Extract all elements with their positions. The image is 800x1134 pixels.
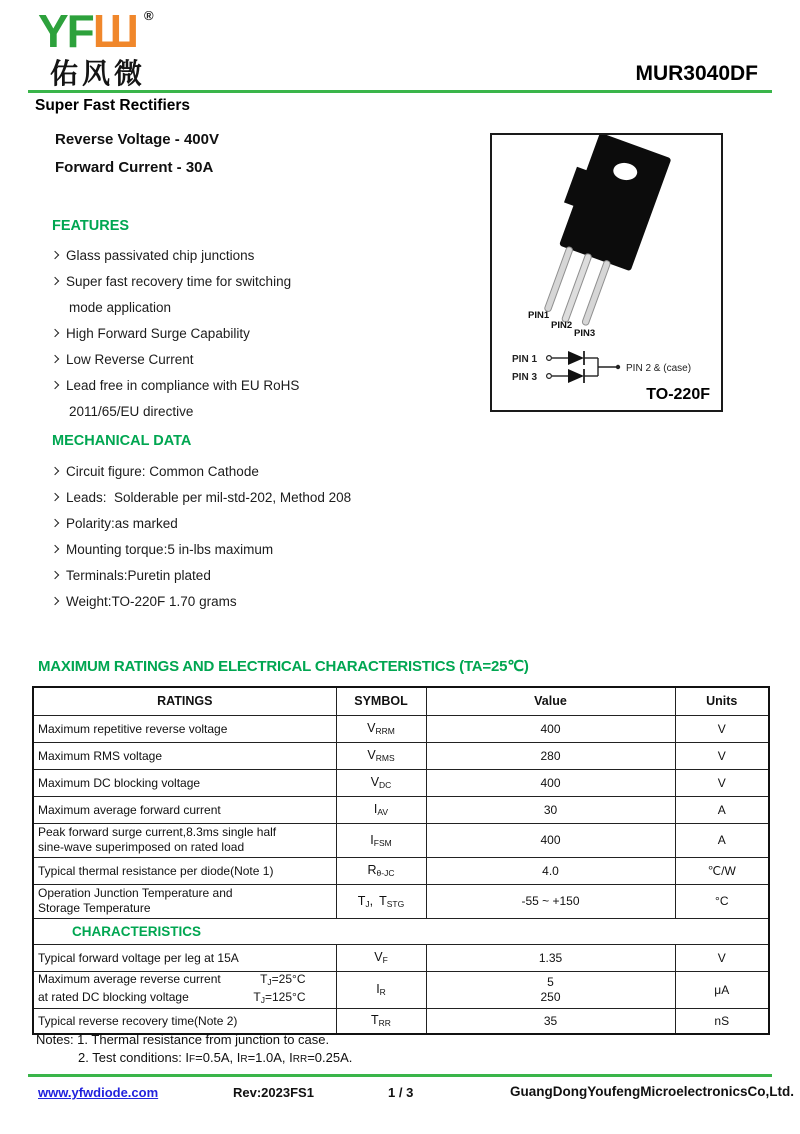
cond-sub: J xyxy=(267,976,272,987)
value-cell: 400 xyxy=(426,769,675,796)
symbol-sub: FSM xyxy=(373,837,392,848)
forward-current-spec: Forward Current - 30A xyxy=(55,159,214,176)
symbol-sub: θ-JC xyxy=(376,868,395,878)
symbol-main: V xyxy=(370,775,380,789)
rating-cell xyxy=(33,971,336,1008)
test-condition xyxy=(260,972,305,990)
symbol-cell xyxy=(336,769,426,796)
cond-pre: T xyxy=(260,971,268,986)
symbol-cell xyxy=(336,944,426,971)
table-header-row xyxy=(33,687,769,715)
value-cell xyxy=(426,971,675,1008)
header-symbol: SYMBOL xyxy=(336,687,426,715)
symbol-main: V xyxy=(374,950,383,964)
arrow-bullet-icon xyxy=(51,545,59,553)
arrow-bullet-icon xyxy=(51,381,59,389)
mechanical-section-title: MECHANICAL DATA xyxy=(52,433,192,449)
mechanical-text: Leads: Solderable per mil-std-202, Method 208 xyxy=(66,489,352,505)
ratings-section-title: MAXIMUM RATINGS AND ELECTRICAL CHARACTERISTICS (TA=25℃) xyxy=(38,658,529,675)
brand-logo xyxy=(38,5,138,57)
value-cell: 400 xyxy=(426,823,675,857)
header-ratings: RATINGS xyxy=(33,687,336,715)
mechanical-item xyxy=(52,536,351,562)
cond-post: =125°C xyxy=(265,989,306,1004)
symbol-sub: F xyxy=(382,955,388,965)
feature-item-continuation xyxy=(52,294,299,320)
symbol-sub: RR xyxy=(378,1018,391,1029)
note-sub: F xyxy=(189,1054,196,1065)
pin3-label: PIN3 xyxy=(574,328,596,339)
note-text: =0.25A. xyxy=(307,1050,353,1065)
mechanical-item xyxy=(52,458,351,484)
rating-cell: Typical forward voltage per leg at 15A xyxy=(33,944,336,971)
rating-cell xyxy=(33,884,336,918)
symbol-cell xyxy=(336,971,426,1008)
rating-text: Maximum average reverse current xyxy=(38,971,221,986)
rating-line1: Peak forward surge current,8.3ms single half xyxy=(38,825,277,839)
feature-item xyxy=(52,268,299,294)
table-row xyxy=(33,769,769,796)
note-text: =1.0A, I xyxy=(247,1050,293,1065)
symbol-cell xyxy=(336,1008,426,1034)
value-cell: 4.0 xyxy=(426,857,675,884)
symbol-sub: RRM xyxy=(375,726,395,736)
mechanical-item xyxy=(52,510,351,536)
table-row xyxy=(33,823,769,857)
mechanical-list xyxy=(52,458,351,614)
mechanical-item xyxy=(52,562,351,588)
rating-line1 xyxy=(38,972,332,990)
diode-symbol xyxy=(568,369,584,383)
units-cell: ℃/W xyxy=(675,857,769,884)
symbol-cell xyxy=(336,857,426,884)
page-number: 1 / 3 xyxy=(388,1085,414,1100)
value-cell: 35 xyxy=(426,1008,675,1034)
mechanical-text: Circuit figure: Common Cathode xyxy=(66,463,259,479)
note-line-2 xyxy=(78,1050,352,1065)
registered-trademark-icon: ® xyxy=(144,8,154,23)
rating-cell xyxy=(33,823,336,857)
logo-w-glyph: Ш xyxy=(92,5,138,57)
mechanical-item xyxy=(52,484,351,510)
cond-post: =25°C xyxy=(271,971,306,986)
symbol-main: V xyxy=(367,721,376,735)
product-family-title: Super Fast Rectifiers xyxy=(35,97,191,114)
feature-item xyxy=(52,372,299,398)
feature-text: High Forward Surge Capability xyxy=(66,325,250,341)
table-row xyxy=(33,971,769,1008)
feature-text: 2011/65/EU directive xyxy=(69,403,194,419)
symbol-sub: J xyxy=(365,898,370,909)
symbol-separator: , xyxy=(369,893,374,908)
cond-sub: J xyxy=(260,994,265,1005)
symbol-main: I xyxy=(376,982,380,996)
symbol-sub: RMS xyxy=(375,753,395,763)
characteristics-title: CHARACTERISTICS xyxy=(72,923,202,939)
value-cell: 30 xyxy=(426,796,675,823)
pin2-label: PIN2 xyxy=(551,320,573,331)
rating-cell: Typical thermal resistance per diode(Note 1) xyxy=(33,857,336,884)
website-link[interactable]: www.yfwdiode.com xyxy=(38,1085,159,1100)
rating-cell: Maximum average forward current xyxy=(33,796,336,823)
mechanical-item xyxy=(52,588,351,614)
symbol-sub: R xyxy=(379,987,386,997)
units-cell: V xyxy=(675,715,769,742)
symbol-main: V xyxy=(367,748,376,762)
mechanical-text: Polarity:as marked xyxy=(66,515,178,531)
value-cell: -55 ~ +150 xyxy=(426,884,675,918)
header-divider-rule xyxy=(28,90,772,93)
feature-item-continuation xyxy=(52,398,299,424)
value-cell: 280 xyxy=(426,742,675,769)
table-row xyxy=(33,796,769,823)
arrow-bullet-icon xyxy=(51,571,59,579)
rating-cell: Maximum repetitive reverse voltage xyxy=(33,715,336,742)
arrow-bullet-icon xyxy=(51,467,59,475)
arrow-bullet-icon xyxy=(51,277,59,285)
note-text: =0.5A, I xyxy=(195,1050,241,1065)
reverse-voltage-spec: Reverse Voltage - 400V xyxy=(55,131,219,148)
package-name: TO-220F xyxy=(646,386,710,403)
symbol-main: T xyxy=(357,893,366,908)
characteristics-header-row xyxy=(33,918,769,944)
arrow-bullet-icon xyxy=(51,355,59,363)
units-cell: nS xyxy=(675,1008,769,1034)
package-photo xyxy=(526,135,672,337)
units-cell: °C xyxy=(675,884,769,918)
feature-item xyxy=(52,242,299,268)
value-cell: 400 xyxy=(426,715,675,742)
features-list xyxy=(52,242,299,424)
header-units: Units xyxy=(675,687,769,715)
arrow-bullet-icon xyxy=(51,493,59,501)
symbol-sub: AV xyxy=(377,807,389,817)
note-line-1: Notes: 1. Thermal resistance from junction to case. xyxy=(36,1032,330,1047)
table-row xyxy=(33,857,769,884)
test-condition xyxy=(253,990,305,1008)
rating-cell: Maximum DC blocking voltage xyxy=(33,769,336,796)
units-cell: V xyxy=(675,742,769,769)
rating-line2: Storage Temperature xyxy=(38,901,151,915)
mechanical-text: Mounting torque:5 in-lbs maximum xyxy=(66,541,274,557)
diode-symbol xyxy=(568,351,584,365)
symbol-main: I xyxy=(373,802,378,816)
rating-line2: sine-wave superimposed on rated load xyxy=(38,840,245,854)
note-sub: RR xyxy=(292,1054,308,1065)
cond-pre: T xyxy=(253,989,261,1004)
feature-item xyxy=(52,346,299,372)
header-value: Value xyxy=(426,687,675,715)
package-figure-box xyxy=(490,133,723,412)
table-row xyxy=(33,884,769,918)
diode-schematic xyxy=(512,351,691,383)
value-line2: 250 xyxy=(540,989,561,1004)
rating-cell: Maximum RMS voltage xyxy=(33,742,336,769)
value-line1: 5 xyxy=(547,974,554,989)
feature-text: Low Reverse Current xyxy=(66,351,194,367)
characteristics-title-cell xyxy=(33,918,769,944)
arrow-bullet-icon xyxy=(51,597,59,605)
table-row xyxy=(33,1008,769,1034)
table-row xyxy=(33,944,769,971)
schematic-pin2-label: PIN 2 & (case) xyxy=(626,363,692,374)
feature-text: Lead free in compliance with EU RoHS xyxy=(66,377,300,393)
symbol-main: T xyxy=(371,1013,379,1028)
schematic-pin1-label: PIN 1 xyxy=(512,354,538,365)
table-row xyxy=(33,742,769,769)
arrow-bullet-icon xyxy=(51,519,59,527)
units-cell: μA xyxy=(675,971,769,1008)
notes xyxy=(36,1032,352,1065)
company-name: GuangDongYoufengMicroelectronicsCo,Ltd. xyxy=(509,1084,794,1099)
schematic-pin3-label: PIN 3 xyxy=(512,372,538,383)
note-text: 2. Test conditions: I xyxy=(78,1050,190,1065)
arrow-bullet-icon xyxy=(51,251,59,259)
part-number: MUR3040DF xyxy=(635,62,758,85)
symbol-sub: DC xyxy=(379,780,392,790)
package-figure xyxy=(492,135,717,406)
pin1-label: PIN1 xyxy=(528,310,550,321)
value-cell: 1.35 xyxy=(426,944,675,971)
table-row xyxy=(33,715,769,742)
logo-yf-text: YF xyxy=(38,5,93,57)
feature-item xyxy=(52,320,299,346)
symbol-cell xyxy=(336,742,426,769)
symbol-sub: STG xyxy=(386,898,405,909)
arrow-bullet-icon xyxy=(51,329,59,337)
units-cell: V xyxy=(675,769,769,796)
symbol-main: R xyxy=(367,863,377,877)
features-section-title: FEATURES xyxy=(52,218,130,234)
rating-line1: Operation Junction Temperature and xyxy=(38,886,233,900)
symbol-main: T xyxy=(379,893,387,908)
symbol-cell xyxy=(336,823,426,857)
feature-text: Super fast recovery time for switching xyxy=(66,273,292,289)
revision-label: Rev:2023FS1 xyxy=(233,1085,314,1100)
rating-cell: Typical reverse recovery time(Note 2) xyxy=(33,1008,336,1034)
footer-divider-rule xyxy=(28,1074,772,1077)
ratings-table xyxy=(32,686,770,1035)
units-cell: A xyxy=(675,796,769,823)
mechanical-text: Weight:TO-220F 1.70 grams xyxy=(66,593,237,609)
feature-text: Glass passivated chip junctions xyxy=(66,247,255,263)
mechanical-text: Terminals:Puretin plated xyxy=(66,567,211,583)
note-sub: R xyxy=(240,1054,248,1065)
symbol-cell xyxy=(336,796,426,823)
rating-text: at rated DC blocking voltage xyxy=(38,989,189,1004)
symbol-cell xyxy=(336,884,426,918)
feature-text: mode application xyxy=(69,299,172,315)
brand-chinese-name: 佑风微 xyxy=(50,58,147,89)
units-cell: A xyxy=(675,823,769,857)
rating-line2 xyxy=(38,990,332,1008)
symbol-main: I xyxy=(370,832,374,847)
units-cell: V xyxy=(675,944,769,971)
symbol-cell xyxy=(336,715,426,742)
